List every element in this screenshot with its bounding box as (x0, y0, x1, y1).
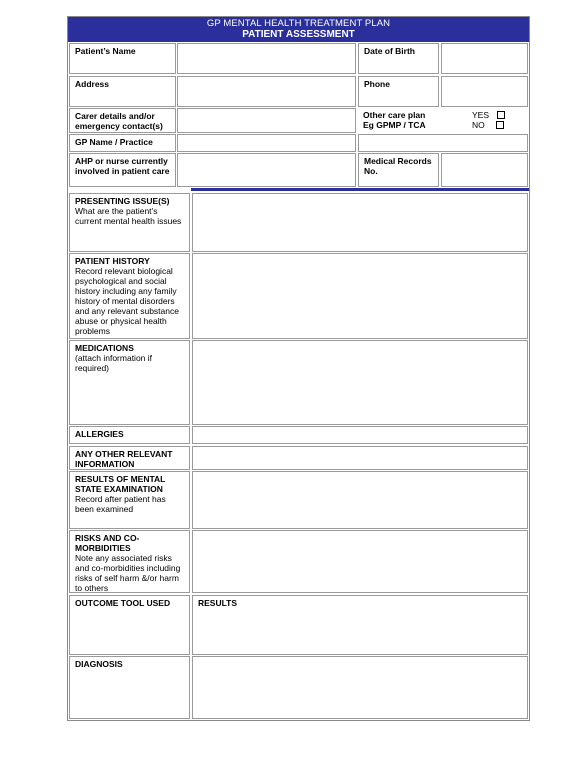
no-option[interactable] (472, 120, 504, 130)
carer-label: Carer details and/or emergency contact(s) (69, 108, 176, 133)
no-checkbox[interactable] (496, 121, 504, 129)
patient-name-label: Patient’s Name (69, 43, 176, 74)
ahp-field[interactable] (177, 153, 356, 187)
patient-history-title: PATIENT HISTORY (75, 256, 150, 266)
ahp-label: AHP or nurse currently involved in patient care (69, 153, 176, 187)
yes-checkbox[interactable] (497, 111, 505, 119)
phone-field[interactable] (441, 76, 528, 107)
form-header (68, 17, 529, 42)
address-label: Address (69, 76, 176, 107)
dob-field[interactable] (441, 43, 528, 74)
other-care-plan-label: Other care plan (363, 110, 426, 120)
gp-name-label: GP Name / Practice (69, 134, 176, 152)
form-subtitle: PATIENT ASSESSMENT (242, 29, 355, 40)
risks-field[interactable] (192, 530, 528, 593)
carer-field[interactable] (177, 108, 356, 133)
patient-history-desc: Record relevant biological psychological and social history including any family history of mental disorders and any relevant substance abuse or physical health problems (75, 266, 179, 336)
presenting-issues-label (69, 193, 190, 252)
presenting-issues-desc: What are the patient’s current mental health issues (75, 206, 182, 226)
risks-label (69, 530, 190, 593)
other-info-field[interactable] (192, 446, 528, 470)
diagnosis-label: DIAGNOSIS (69, 656, 190, 719)
risks-desc: Note any associated risks and co-morbidities including risks of self harm &/or harm to others (75, 553, 181, 593)
address-field[interactable] (177, 76, 356, 107)
results-field[interactable] (192, 595, 528, 655)
no-label: NO (472, 120, 485, 130)
mse-label (69, 471, 190, 529)
risks-title: RISKS AND CO-MORBIDITIES (75, 533, 140, 553)
other-info-label: ANY OTHER RELEVANT INFORMATION (69, 446, 190, 470)
results-label: RESULTS (198, 598, 238, 608)
outcome-tool-label: OUTCOME TOOL USED (69, 595, 190, 655)
medical-records-field[interactable] (441, 153, 528, 187)
patient-history-label (69, 253, 190, 339)
patient-history-field[interactable] (192, 253, 528, 339)
section-divider (191, 188, 529, 191)
allergies-field[interactable] (192, 426, 528, 444)
assessment-form (67, 16, 530, 721)
form-title: GP MENTAL HEALTH TREATMENT PLAN (206, 18, 391, 29)
phone-label: Phone (358, 76, 439, 107)
medical-records-label: Medical Records No. (358, 153, 439, 187)
other-care-plan-example: Eg GPMP / TCA (363, 120, 426, 130)
medications-title: MEDICATIONS (75, 343, 134, 353)
mse-desc: Record after patient has been examined (75, 494, 166, 514)
mse-title: RESULTS OF MENTAL STATE EXAMINATION (75, 474, 166, 494)
presenting-issues-field[interactable] (192, 193, 528, 252)
presenting-issues-title: PRESENTING ISSUE(S) (75, 196, 170, 206)
other-care-plan-field[interactable] (358, 134, 528, 152)
medications-desc: (attach information if required) (75, 353, 153, 373)
yes-option[interactable] (472, 110, 505, 120)
mse-field[interactable] (192, 471, 528, 529)
diagnosis-field[interactable] (192, 656, 528, 719)
medications-label (69, 340, 190, 425)
allergies-label: ALLERGIES (69, 426, 190, 444)
yes-label: YES (472, 110, 490, 120)
dob-label: Date of Birth (358, 43, 439, 74)
medications-field[interactable] (192, 340, 528, 425)
gp-name-field[interactable] (177, 134, 356, 152)
patient-name-field[interactable] (177, 43, 356, 74)
